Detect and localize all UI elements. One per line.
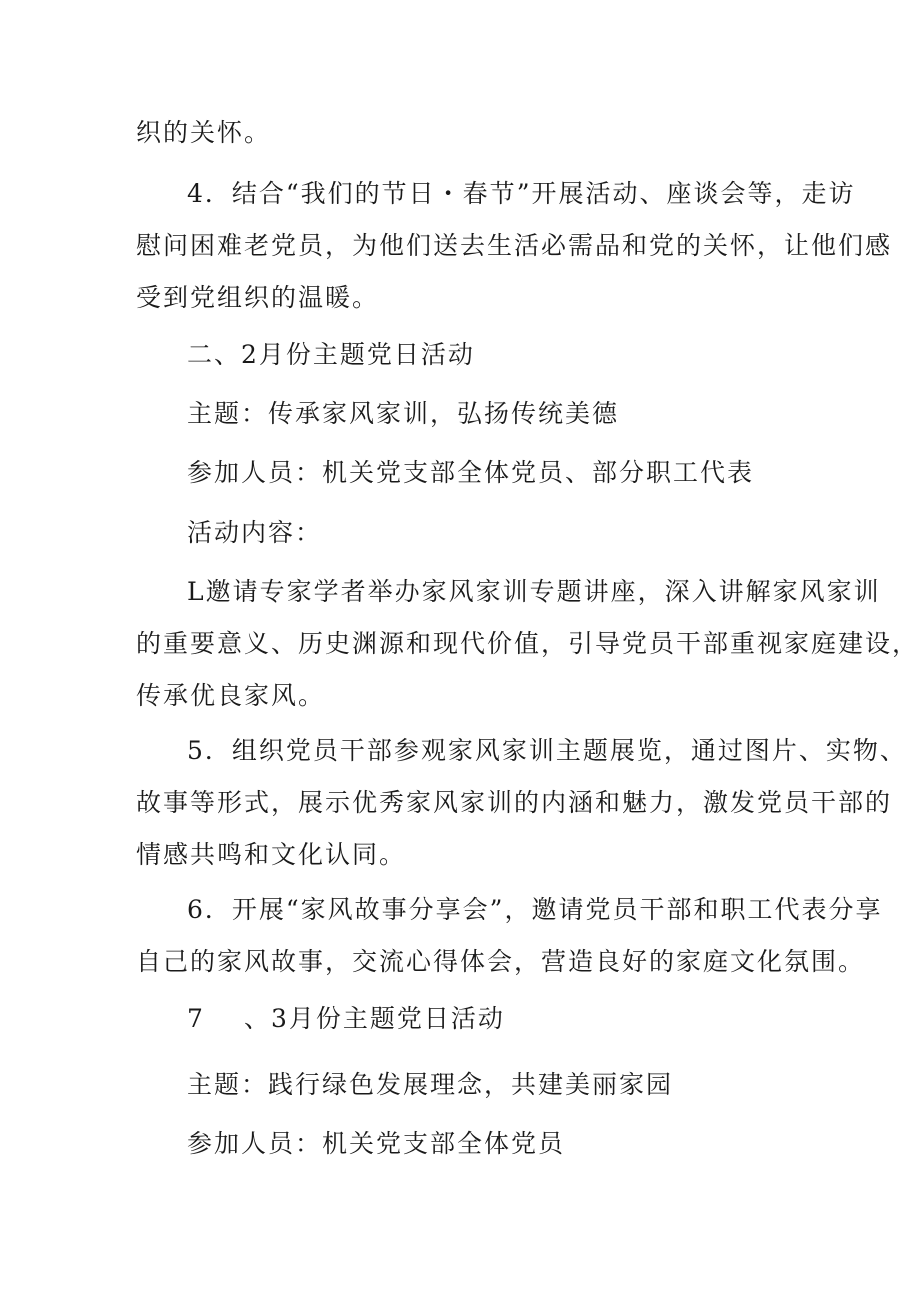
text-line-4: 受到党组织的温暖。 (136, 283, 380, 312)
text-line-13: 故事等形式，展示优秀家风家训的内涵和魅力，激发党员干部的 (136, 788, 893, 817)
text-line-14: 情感共鸣和文化认同。 (136, 840, 407, 869)
text-line-3: 慰问困难老党员，为他们送去生活必需品和党的关怀，让他们感 (136, 231, 893, 260)
text-line-11: 传承优良家风。 (136, 681, 326, 710)
theme-line-feb: 主题：传承家风家训，弘扬传统美德 (187, 399, 620, 428)
text-line-16: 自己的家风故事，交流心得体会，营造良好的家庭文化氛围。 (136, 947, 866, 976)
activity-content-label: 活动内容： (187, 518, 323, 547)
participants-line-feb: 参加人员：机关党支部全体党员、部分职工代表 (187, 458, 755, 487)
text-line-1: 织的关怀。 (136, 118, 272, 147)
text-line-12: 5．组织党员干部参观家风家训主题展览，通过图片、实物、 (187, 736, 907, 765)
theme-line-mar: 主题：践行绿色发展理念，共建美丽家园 (187, 1070, 674, 1099)
section-number-7: 7 (187, 1004, 205, 1033)
text-line-9: L邀请专家学者举办家风家训专题讲座，深入讲解家风家训 (187, 577, 881, 606)
text-line-10: 的重要意义、历史渊源和现代价值，引导党员干部重视家庭建设， (136, 629, 920, 658)
participants-line-mar: 参加人员：机关党支部全体党员 (187, 1129, 566, 1158)
text-line-2: 4．结合“我们的节日・春节”开展活动、座谈会等，走访 (187, 179, 856, 208)
section-heading-mar: 、3月份主题党日活动 (244, 1004, 505, 1033)
text-line-15: 6．开展“家风故事分享会”，邀请党员干部和职工代表分享 (187, 895, 883, 924)
section-heading-feb: 二、2月份主题党日活动 (187, 340, 475, 369)
